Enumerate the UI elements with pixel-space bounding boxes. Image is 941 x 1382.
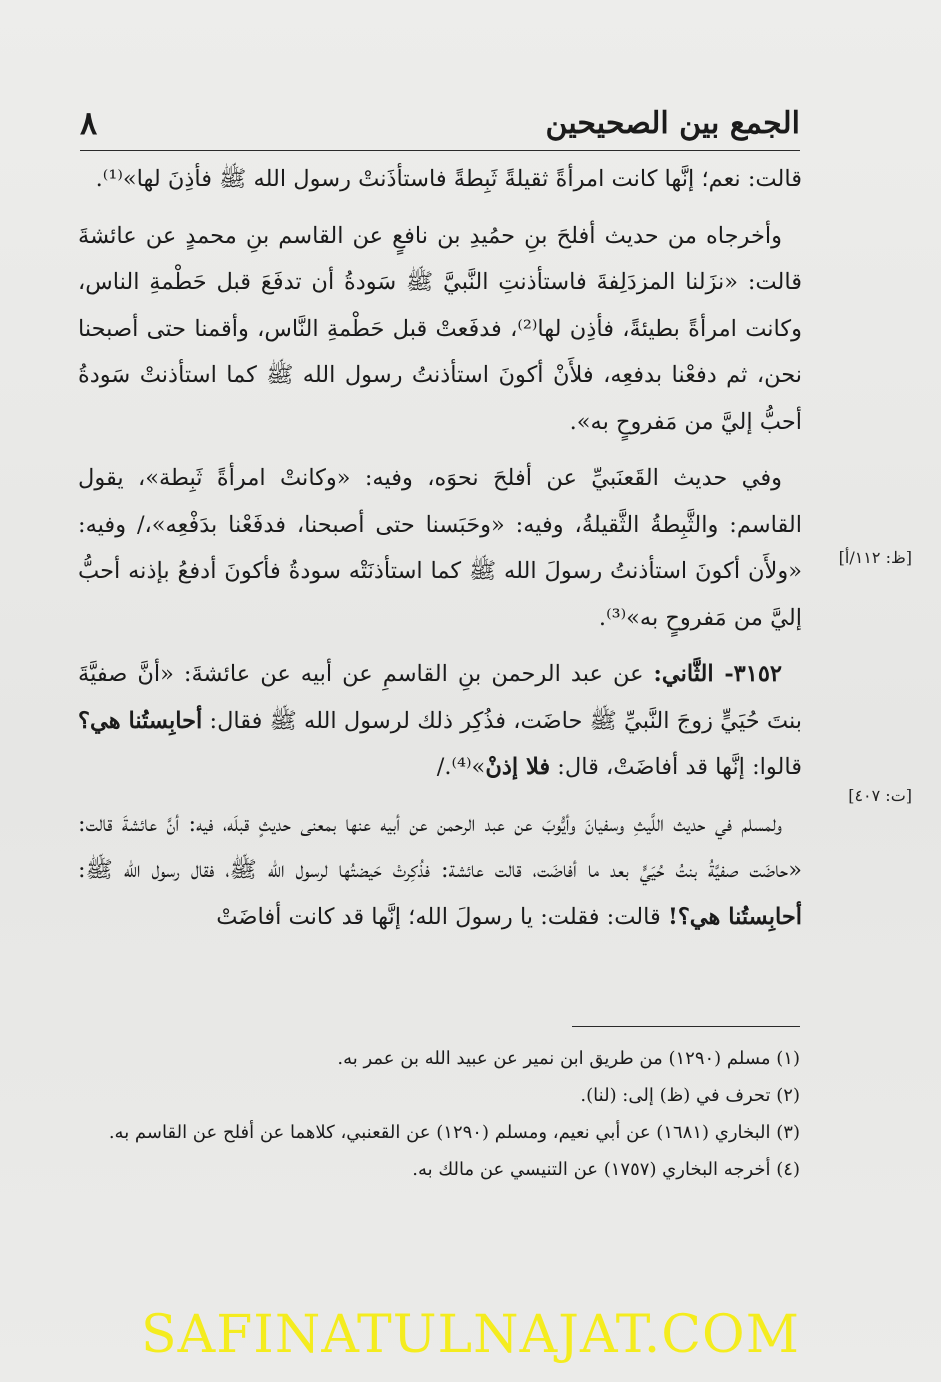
paragraph-3: وفي حديث القَعنَبيِّ عن أفلحَ نحوَه، وفيه: «وكانتْ امرأةً ثَبِطة»، يقول القاسم: والثَّبِطةُ الثَّقيلةُ، وفيه: «وحَبَسنا حتى أصبحنا، فدفَعْنا بدَفْعِه»،/ وفيه: «ولأَن أكونَ استأذنتُ رسولَ الله ﷺ كما استأذنَتْه سودةُ فأكونَ أدفعُ بإذنه أحبُّ إليَّ من مَفروحٍ به»⁽³⁾. [78,465,802,631]
page-header [80,100,800,151]
footnote-2: (٢) تحرف في (ظ) إلى: (لنا). [580,1085,800,1106]
footnotes [78,1040,800,1188]
paragraph-4 [78,651,802,791]
footnote-divider [572,1026,800,1027]
footnote-1: (١) مسلم (١٢٩٠) من طريق ابن نمير عن عبيد الله بن عمر به. [337,1048,800,1069]
paragraph-4-bold-2: فلا إذنْ [485,754,551,780]
paragraph-1: قالت: نعم؛ إنَّها كانت امرأةً ثقيلةً ثَبِطةً فاستأذَنتْ رسول الله ﷺ فأذِنَ لها»⁽¹⁾. [95,166,802,192]
watermark: SAFINATULNAJAT.COM [141,1305,800,1365]
paragraph-4-bold-1: أحابِستُنا هي؟ [78,707,203,734]
paragraph-4-end: »⁽⁴⁾./ [436,754,486,780]
footnote-3: (٣) البخاري (١٦٨١) عن أبي نعيم، ومسلم (١٢٩٠) عن القعنبي، كلاهما عن أفلح عن القاسم به. [108,1122,800,1143]
page-number: ٨ [80,104,98,142]
paragraph-4-text-2: قالوا: إنَّها قد أفاضَتْ، قال: [557,754,802,780]
margin-note-manuscript-ref: [ظ: ١١٢/أ] [838,548,912,567]
paragraph-2: وأخرجاه من حديث أفلحَ بنِ حمُيدِ بن نافعٍ عن القاسم بنِ محمدٍ عن عائشةَ قالت: «نزَلنا المزدَلِفةَ فاستأذنتِ النَّبيَّ ﷺ سَودةُ أن تدفَعَ قبل حَطْمةِ الناس، وكانت امرأةً بطيئةً، فأذِن لها⁽²⁾، فدفَعتْ قبل حَطْمةِ النَّاس، وأقمنا حتى أصبحنا نحن، ثم دفعْنا بدفعِه، فلأَنْ أكونَ استأذنتُ رسول الله ﷺ كما استأذنتْ سَودةُ أحبُّ إليَّ من مَفروحٍ به». [78,222,802,435]
paragraph-5-text: ولمسلم في حديث اللَّيثِ وسفيانَ وأيُّوبَ عن عبد الرحمن عن أبيه عنها بمعنى حديثٍ قبلَه، فيه: أنَّ عائشةَ قالت: «حاضَت صفيَّةُ بنتُ حُيَيٍّ بعد ما أفاضَت، قالت عائشة: فذُكِرتْ حَيضتُها لرسول الله ﷺ، فقال رسول الله ﷺ: [78,810,802,883]
margin-note-edition-ref: [ت: ٤٠٧] [848,786,912,805]
running-title: الجمع بين الصحيحين [545,106,800,141]
hadith-number: ٣١٥٢- الثَّاني: [653,661,783,687]
paragraph-4-text: عن عبد الرحمن بنِ القاسمِ عن أبيه عن عائشةَ: «أنَّ صفيَّةَ بنتَ حُيَيٍّ زوجَ النَّبيِّ ﷺ حاضَت، فذُكِر ذلك لرسول الله ﷺ فقال: [78,661,803,734]
paragraph-5-bold: أحابِستُنا هي؟! [667,903,802,930]
main-text [78,156,802,950]
paragraph-5-end: قالت: فقلت: يا رسولَ الله؛ إنَّها قد كانت أفاضَتْ [216,903,661,930]
paragraph-5 [78,801,802,941]
footnote-4: (٤) أخرجه البخاري (١٧٥٧) عن التنيسي عن مالك به. [412,1159,800,1180]
